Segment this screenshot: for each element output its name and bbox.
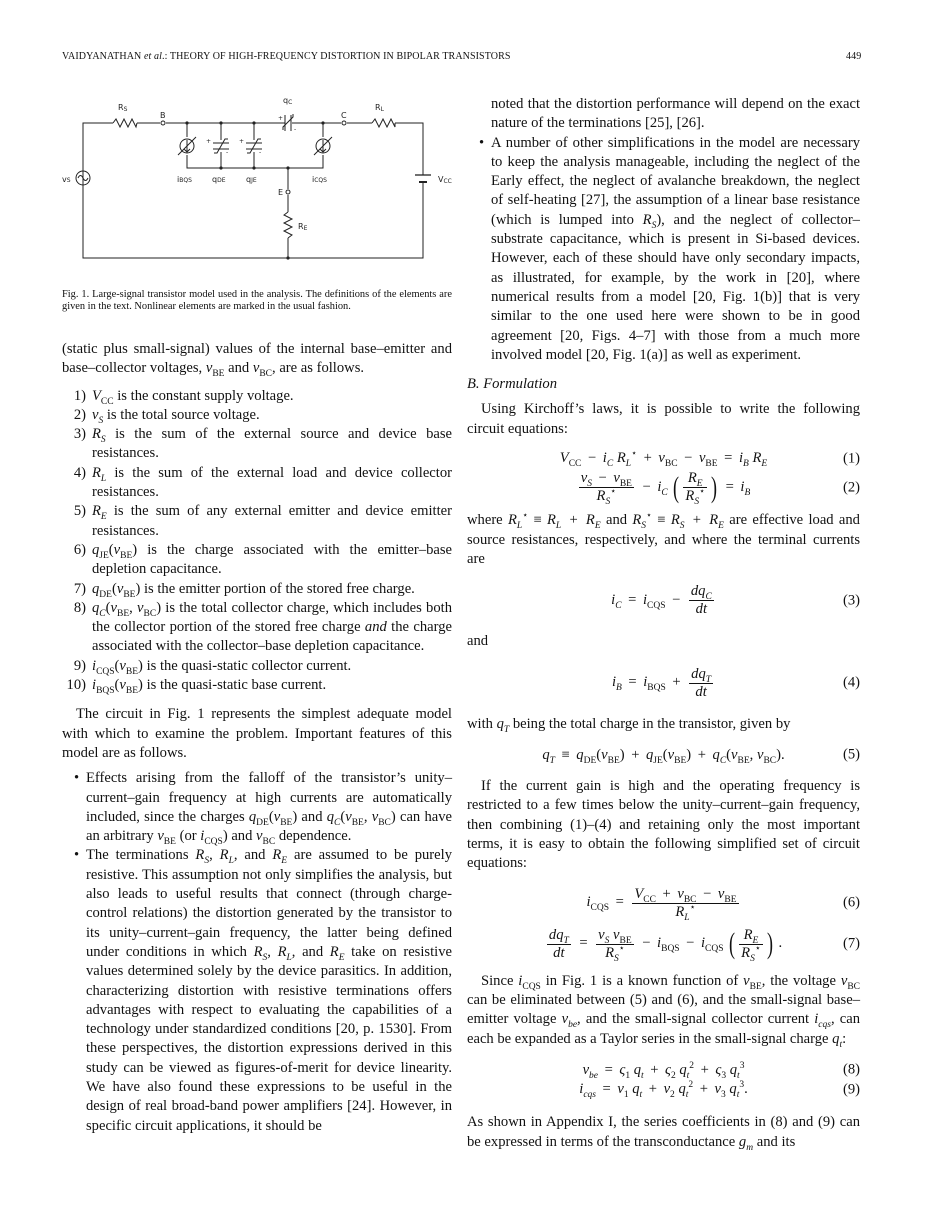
item-text: $V_{CC}$ is the constant supply voltage.	[92, 387, 294, 407]
item-text: $i_{BQS}(v_{BE})$ is the quasi-static base current.	[92, 677, 327, 696]
equation-5: $q_T \equiv q_{DE}(v_{BE}) + q_{JE}(v_{BE}) + q_C(v_{BE}$, $v_{BC}$). (5)	[542, 746, 860, 766]
label-e: E	[278, 188, 284, 197]
bullet-text: Effects arising from the falloff of the transistor’s unity–current–gain frequency at high currents are automatically included, since the charges $q_{DE}(v_{BE})$ and $q_C(v_{BE}$, $v_{BC}$) can have an arbitrary $v_{BE}$ (or $i_{CQS}$) and $v_{BC}$ dependence.	[86, 770, 452, 848]
list-item	[62, 541, 452, 580]
list-item	[62, 676, 452, 695]
item-text: $q_{DE}(v_{BE})$ is the emitter portion of the stored free charge.	[92, 580, 415, 600]
node-b	[161, 121, 165, 125]
label-qc: qC	[283, 96, 293, 106]
list-item	[62, 599, 452, 657]
bullet-text: A number of other simplifications in the model are necessary to keep the analysis manageable, including the neglect of the Early effect, the neglect of avalanche breakdown, the neglect of self-heating [27], the assumption of a linear base resistance (which is lumped into $R_S$), and the neglect of collector–substrate capacitance, which is present in Si-based devices. However, each of these should have only secondary impacts, as illustrated, for example, by the work in [20], where numerical results from a model [20, Fig. 1(b)] that is very similar to the one used here were shown to be in good agreement [20, Figs. 4–7] with those from a much more involved model [20, Fig. 1(a)] as well as experiment.	[491, 134, 860, 363]
features-list	[62, 769, 452, 1136]
list-item: • A number of other simplifications in the model are necessary to keep the analysis manageable, including the neglect of the Early effect, the neglect of avalanche breakdown, the neglect of self-heating [27], the assumption of a linear base resistance (which is lumped into $R_S$), and the neglect of collector–substrate capacitance, which is present in Si-based devices. However, each of these should have only secondary impacts, as illustrated, for example, by the work in [20], where numerical results from a model [20, Fig. 1(b)] that is very similar to the one used here were shown to be in good agreement [20, Figs. 4–7] with those from a much more involved model [20, Fig. 1(a)] as well as experiment.	[479, 134, 860, 363]
definitions-list	[62, 387, 452, 696]
item-number: 1)	[73, 387, 86, 404]
paragraph: If the current gain is high and the operating frequency is restricted to a few times below the unity–current–gain frequency, then combining (1)–(4) and retaining only the most important terms, it is easy to obtain the following simplified set of circuit equations:	[467, 778, 860, 872]
list-item: • Effects arising from the falloff of the transistor’s unity–current–gain frequency at high currents are automatically included, since the charges $q_{DE}(v_{BE})$ and $q_C(v_{BE}$, $v_{BC}$) can have an arbitrary $v_{BE}$ (or $i_{CQS}$) and $v_{BC}$ dependence.	[74, 770, 452, 848]
current-source-icqs	[314, 137, 332, 155]
label-rl: RL	[375, 103, 384, 113]
label-c: C	[341, 111, 347, 120]
right-column	[467, 95, 860, 1152]
equation-8: $v_{be} = \varsigma_1$ $q_t + \varsigma_2$ $q_t^2 + \varsigma_3$ $q_t^3$ (8)	[582, 1060, 860, 1081]
list-item	[62, 387, 452, 406]
label-vs: vS	[62, 175, 71, 184]
equation-7: $\frac{dq_T}{dt}$ = $\frac{v_S v_{BE}}{R_S^⋆}$ − $i_{BQS} - i_{CQS}$ ( $\frac{R_E}{R_S^⋆}$ ) . (7)	[548, 926, 860, 964]
label-ibqs: iBQS	[177, 175, 192, 184]
item-number: 5)	[73, 503, 86, 520]
bullet-text: The terminations $R_S$, $R_L$, and $R_E$ are assumed to be purely resistive. This assumption not only simplifies the analysis, but also leads to useful results that connect (through charge-control relations) the distortion generated by the transistor to its unity–current–gain frequency, the latter being defined under conditions in which $R_S$, $R_L$, and $R_E$ take on resistive values determined solely by the device parasitics. In addition, characterizing distortion with resistive terminations offers advantages with respect to evaluating the capabilities of a technology under standardized conditions [20, p. 1530]. From these perspectives, the distortion expressions derived in this study can be viewed as figures-of-merit for device linearity. We have also found these expressions to be useful in the design of real broad-band power amplifiers [24]. However, in specific circuit applications, it should be	[86, 847, 452, 1134]
item-text: $q_{JE}(v_{BE})$ is the charge associated with the emitter–base depletion capacitance.	[92, 541, 452, 578]
label-icqs: iCQS	[312, 175, 327, 184]
svg-text:+: +	[206, 138, 212, 145]
list-item	[62, 425, 452, 464]
list-item	[62, 657, 452, 676]
list-item	[62, 502, 452, 541]
item-number: 3)	[73, 426, 86, 443]
item-text: $R_E$ is the sum of any external emitter and device emitter resistances.	[92, 503, 452, 539]
item-text: $q_C(v_{BE}$, $v_{BC}$) is the total collector charge, which includes both the collector portion of the stored free charge and the charge associated with the collector–base depletion capacitance.	[92, 599, 452, 655]
item-text: $R_S$ is the sum of the external source and device base resistances.	[92, 426, 452, 462]
paragraph: with $q_T$ being the total charge in the transistor, given by	[467, 715, 791, 735]
equation-6: $i_{CQS}$ = $\frac{V_{CC} + v_{BC} - v_{BE}}{R_L^⋆}$ (6)	[586, 885, 860, 923]
item-number: 4)	[73, 464, 86, 481]
list-item: • The terminations $R_S$, $R_L$, and $R_E$ are assumed to be purely resistive. This assumption not only simplifies the analysis, but also leads to useful results that connect (through charge-control relations) the distortion generated by the transistor to its unity–current–gain frequency, the latter being defined under conditions in which $R_S$, $R_L$, and $R_E$ take on resistive values determined solely by the device parasitics. In addition, characterizing distortion with resistive terminations offers advantages with respect to evaluating the capabilities of a technology under standardized conditions [20, p. 1530]. From these perspectives, the distortion expressions derived in this study can be viewed as figures-of-merit for device linearity. We have also found these expressions to be useful in the design of real broad-band power amplifiers [24]. However, in specific circuit applications, it should be	[74, 847, 452, 1134]
svg-text:+: +	[239, 138, 245, 145]
intro-paragraph: (static plus small-signal) values of the internal base–emitter and base–collector voltages, $v_{BE}$ and $v_{BC}$, are as follows.	[62, 341, 452, 380]
paragraph: where $R_L^⋆ \equiv R_L + R_E$ and $R_S^⋆ \equiv R_S + R_E$ are effective load and source resistances, respectively, and where the terminal currents are	[467, 511, 860, 567]
node-e	[286, 190, 290, 194]
figure-caption: Fig. 1. Large-signal transistor model used in the analysis. The definitions of the elements are given in the text. Nonlinear elements are marked in the usual fashion.	[62, 289, 452, 313]
list-item	[62, 464, 452, 503]
page-number: 449	[846, 51, 862, 62]
item-text: $v_S$ is the total source voltage.	[92, 406, 260, 426]
svg-text:-: -	[259, 149, 262, 156]
item-number: 8)	[73, 599, 86, 616]
features-list-cont	[467, 134, 860, 366]
item-number: 6)	[73, 541, 86, 558]
circuit-figure	[0, 0, 470, 280]
circuit-labels	[62, 96, 452, 232]
item-number: 7)	[73, 580, 86, 597]
item-text: $i_{CQS}(v_{BE})$ is the quasi-static collector current.	[92, 657, 352, 677]
capacitor-qc	[283, 114, 293, 131]
item-number: 9)	[73, 657, 86, 674]
paragraph: Using Kirchoff’s laws, it is possible to write the following circuit equations:	[467, 401, 860, 437]
equation-9: $i_{cqs} = \nu_1$ $q_t + \nu_2$ $q_t^2 + \nu_3$ $q_t^3$. (9)	[579, 1080, 860, 1100]
paragraph: As shown in Appendix I, the series coefficients in (8) and (9) can be expressed in terms of the transconductance $g_m$ and its	[467, 1114, 860, 1153]
resistor-rs	[113, 119, 137, 127]
item-number: 10)	[66, 677, 86, 694]
section-heading: B. Formulation	[467, 376, 557, 393]
running-header: VAIDYANATHAN et al.: THEORY OF HIGH-FREQUENCY DISTORTION IN BIPOLAR TRANSISTORS	[62, 51, 511, 62]
paragraph: The circuit in Fig. 1 represents the simplest adequate model with which to examine the problem. Important features of this model are as follows.	[62, 706, 452, 761]
list-item	[62, 406, 452, 425]
resistor-re	[284, 212, 292, 238]
list-item	[62, 580, 452, 599]
label-qde: qDE	[212, 175, 226, 184]
equation-3: $i_C = i_{CQS}$ − $\frac{dq_C}{dt}$ (3)	[611, 583, 860, 618]
label-re: RE	[298, 222, 308, 232]
paragraph: Since $i_{CQS}$ in Fig. 1 is a known function of $v_{BE}$, the voltage $v_{BC}$ can be eliminated between (5) and (6), and the small-signal base–emitter voltage $v_{be}$, and the small-signal collector current $i_{cqs}$, can each be expanded as a Taylor series in the small-signal charge $q_t$:	[467, 972, 860, 1050]
equation-1: $V_{CC} - i_C$ $R_L^⋆ + v_{BC} - v_{BE} = i_B$ $R_E$ (1)	[559, 449, 860, 469]
svg-text:-: -	[226, 149, 229, 156]
resistor-rl	[372, 119, 395, 127]
label-rs: RS	[118, 103, 128, 113]
bullet-continuation: noted that the distortion performance will depend on the exact nature of the terminations [25], [26].	[491, 96, 860, 132]
item-text: $R_L$ is the sum of the external load and device collector resistances.	[92, 464, 452, 501]
label-vcc: VCC	[438, 175, 452, 185]
left-column	[62, 340, 452, 1136]
label-qje: qJE	[246, 175, 257, 184]
svg-text:-: -	[294, 126, 297, 133]
equation-4: $i_B = i_{BQS}$ + $\frac{dq_T}{dt}$ (4)	[611, 665, 860, 700]
svg-text:+: +	[278, 115, 284, 122]
node-c	[342, 121, 346, 125]
item-number: 2)	[73, 406, 86, 423]
equation-2: $\frac{v_S - v_{BE}}{R_S^⋆}$ − $i_C$ ( $\frac{R_E}{R_S^⋆}$ ) = $i_B$ (2)	[580, 470, 860, 508]
current-source-ibqs	[178, 137, 196, 155]
battery-vcc	[415, 175, 431, 182]
paragraph: and	[467, 633, 489, 650]
label-b: B	[160, 111, 166, 120]
